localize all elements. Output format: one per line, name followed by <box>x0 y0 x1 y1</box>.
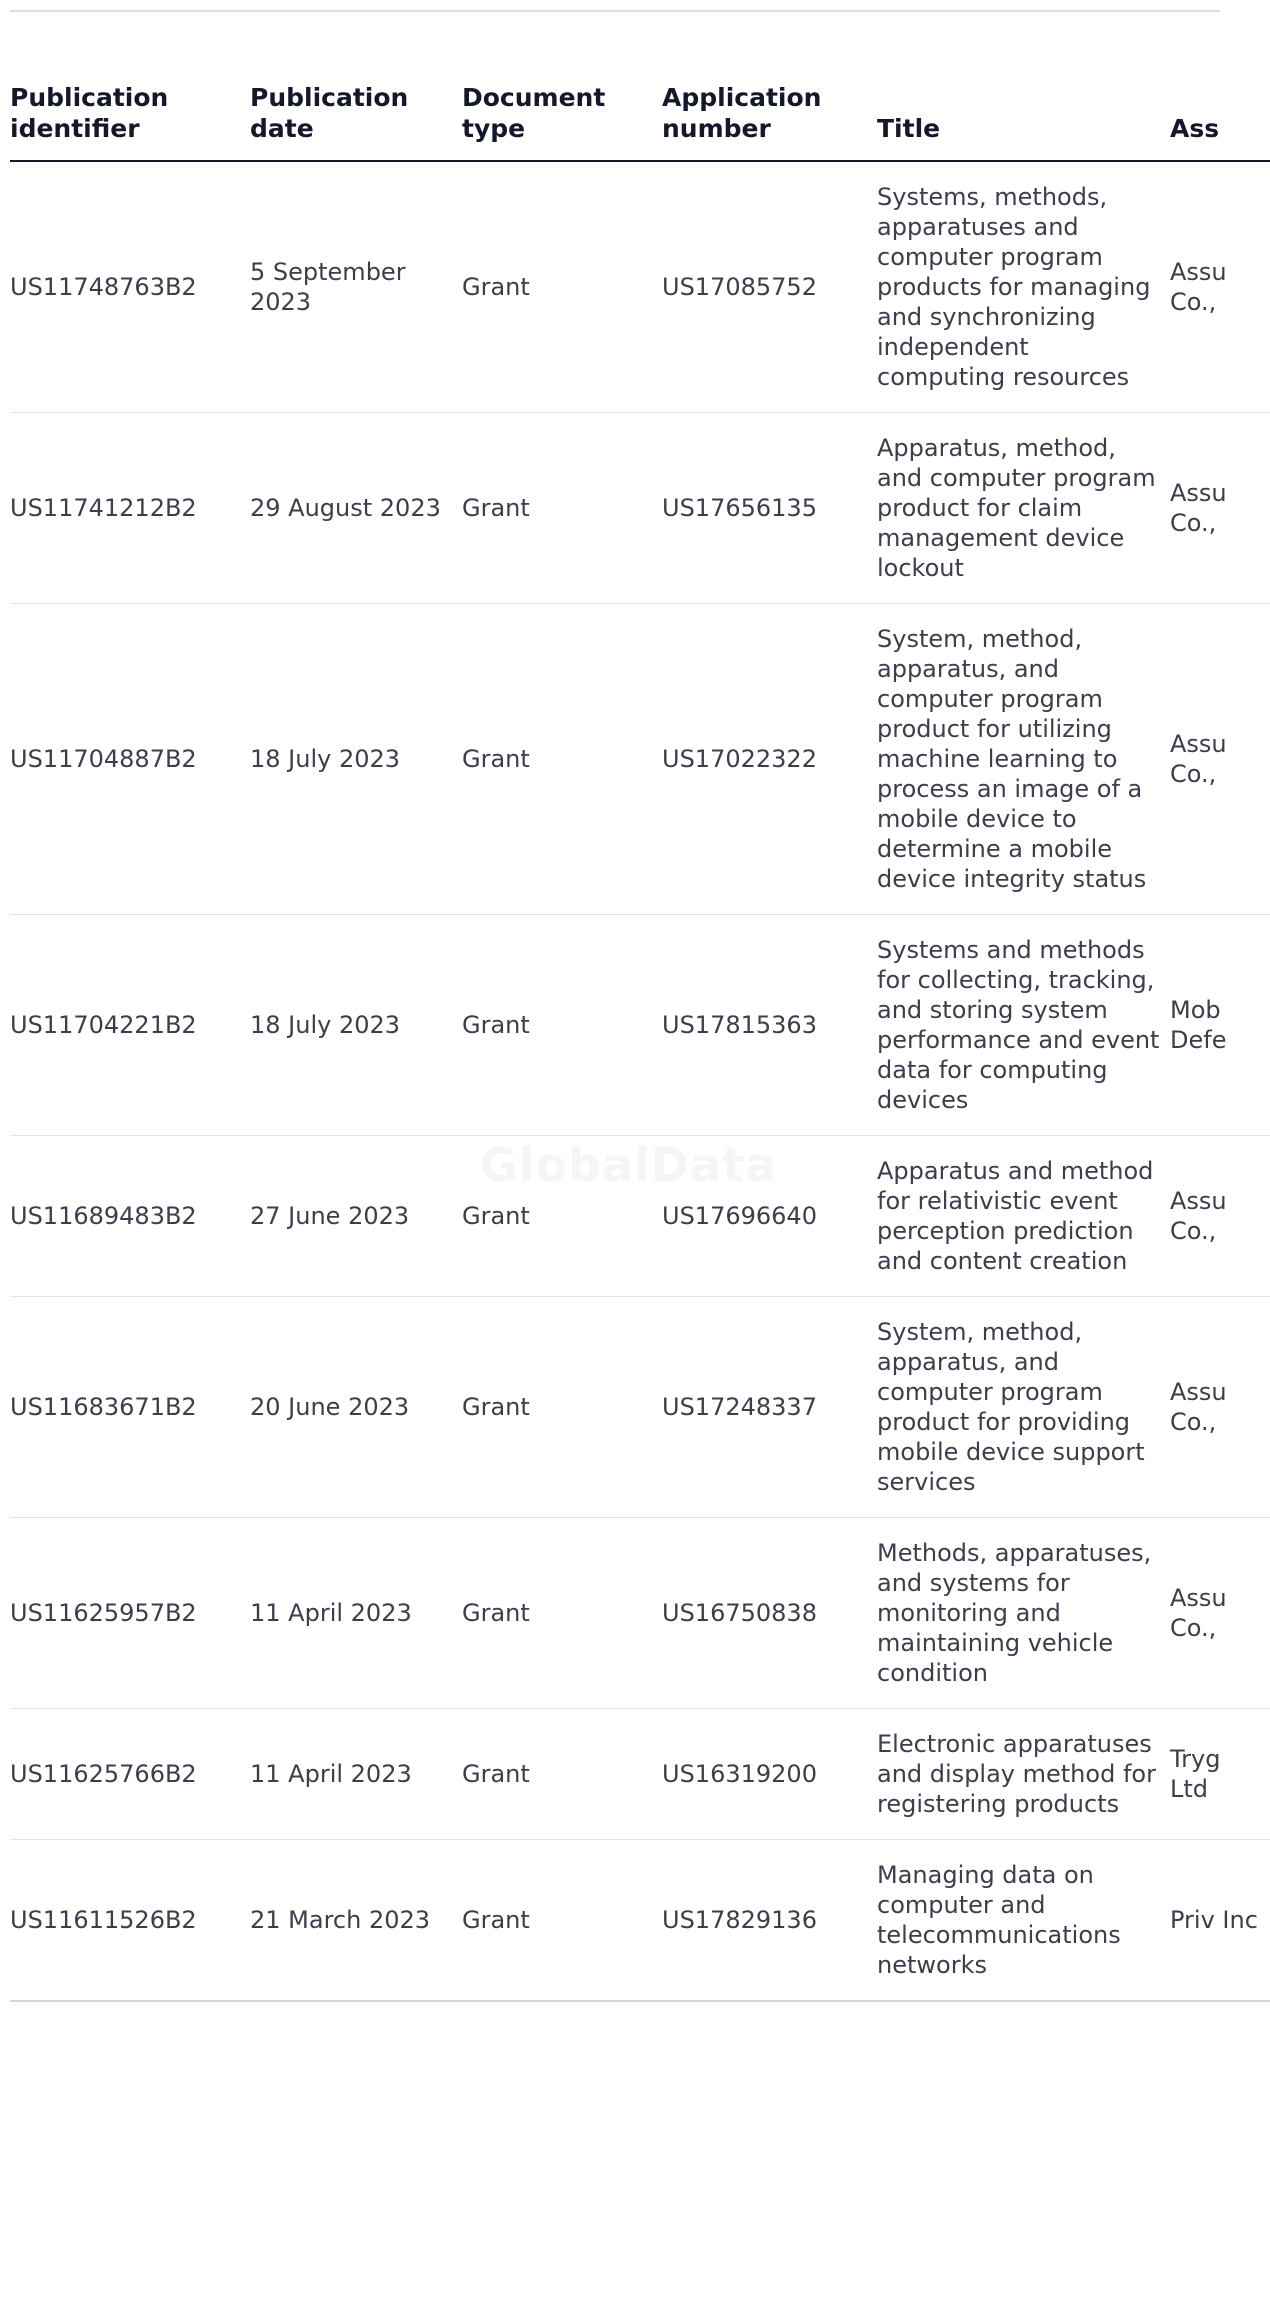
cell-document-type: Grant <box>462 915 662 1136</box>
cell-document-type: Grant <box>462 1297 662 1518</box>
cell-title: Systems and methods for collecting, tracking, and storing system performance and event data for computing devices <box>877 915 1170 1136</box>
cell-title: Managing data on computer and telecommunications networks <box>877 1840 1170 2002</box>
cell-assignee: Assu Co., <box>1170 1136 1270 1297</box>
table-row <box>10 604 1270 915</box>
cell-application-number: US17829136 <box>662 1840 877 2002</box>
patents-table <box>10 80 1270 2002</box>
cell-title: Apparatus and method for relativistic event perception prediction and content creation <box>877 1136 1170 1297</box>
cell-publication-identifier: US11683671B2 <box>10 1297 250 1518</box>
header-title: Title <box>877 80 1170 161</box>
cell-document-type: Grant <box>462 604 662 915</box>
cell-document-type: Grant <box>462 1136 662 1297</box>
cell-assignee: Priv Inc <box>1170 1840 1270 2002</box>
cell-assignee: Assu Co., <box>1170 413 1270 604</box>
cell-publication-identifier: US11704887B2 <box>10 604 250 915</box>
cell-assignee: Assu Co., <box>1170 1297 1270 1518</box>
table-row <box>10 915 1270 1136</box>
table-row <box>10 1709 1270 1840</box>
cell-publication-date: 11 April 2023 <box>250 1518 462 1709</box>
cell-title: Methods, apparatuses, and systems for monitoring and maintaining vehicle condition <box>877 1518 1170 1709</box>
cell-publication-identifier: US11625766B2 <box>10 1709 250 1840</box>
header-document-type: Document type <box>462 80 662 161</box>
cell-application-number: US17656135 <box>662 413 877 604</box>
cell-application-number: US17696640 <box>662 1136 877 1297</box>
cell-publication-date: 5 September 2023 <box>250 161 462 413</box>
top-divider <box>10 10 1220 12</box>
cell-assignee: Assu Co., <box>1170 604 1270 915</box>
header-publication-identifier: Publication identifier <box>10 80 250 161</box>
table-row <box>10 161 1270 413</box>
header-assignee: Ass <box>1170 80 1270 161</box>
cell-document-type: Grant <box>462 1518 662 1709</box>
cell-publication-date: 11 April 2023 <box>250 1709 462 1840</box>
cell-publication-date: 18 July 2023 <box>250 915 462 1136</box>
table-header <box>10 80 1270 161</box>
cell-publication-identifier: US11611526B2 <box>10 1840 250 2002</box>
table-row <box>10 1136 1270 1297</box>
cell-document-type: Grant <box>462 413 662 604</box>
cell-publication-date: 21 March 2023 <box>250 1840 462 2002</box>
table-row <box>10 1518 1270 1709</box>
cell-document-type: Grant <box>462 161 662 413</box>
cell-application-number: US17815363 <box>662 915 877 1136</box>
cell-publication-date: 18 July 2023 <box>250 604 462 915</box>
table-body <box>10 161 1270 2001</box>
cell-application-number: US17022322 <box>662 604 877 915</box>
cell-publication-date: 20 June 2023 <box>250 1297 462 1518</box>
table-row <box>10 1297 1270 1518</box>
cell-publication-identifier: US11625957B2 <box>10 1518 250 1709</box>
cell-assignee: Tryg Ltd <box>1170 1709 1270 1840</box>
cell-application-number: US17248337 <box>662 1297 877 1518</box>
header-application-number: Application number <box>662 80 877 161</box>
cell-title: Electronic apparatuses and display method for registering products <box>877 1709 1170 1840</box>
cell-application-number: US16319200 <box>662 1709 877 1840</box>
header-row <box>10 80 1270 161</box>
cell-document-type: Grant <box>462 1709 662 1840</box>
cell-application-number: US17085752 <box>662 161 877 413</box>
cell-publication-identifier: US11689483B2 <box>10 1136 250 1297</box>
cell-title: Systems, methods, apparatuses and computer program products for managing and synchronizing independent computing resources <box>877 161 1170 413</box>
cell-publication-identifier: US11704221B2 <box>10 915 250 1136</box>
table-row <box>10 413 1270 604</box>
cell-assignee: Assu Co., <box>1170 161 1270 413</box>
cell-assignee: Mob Defe <box>1170 915 1270 1136</box>
cell-title: System, method, apparatus, and computer program product for utilizing machine learning to process an image of a mobile device to determine a mobile device integrity status <box>877 604 1170 915</box>
cell-title: Apparatus, method, and computer program product for claim management device lockout <box>877 413 1170 604</box>
cell-title: System, method, apparatus, and computer program product for providing mobile device support services <box>877 1297 1170 1518</box>
cell-application-number: US16750838 <box>662 1518 877 1709</box>
cell-publication-identifier: US11741212B2 <box>10 413 250 604</box>
cell-document-type: Grant <box>462 1840 662 2002</box>
cell-publication-date: 29 August 2023 <box>250 413 462 604</box>
cell-publication-date: 27 June 2023 <box>250 1136 462 1297</box>
cell-publication-identifier: US11748763B2 <box>10 161 250 413</box>
table-row <box>10 1840 1270 2002</box>
patents-table-container[interactable] <box>10 80 1258 2002</box>
cell-assignee: Assu Co., <box>1170 1518 1270 1709</box>
header-publication-date: Publication date <box>250 80 462 161</box>
